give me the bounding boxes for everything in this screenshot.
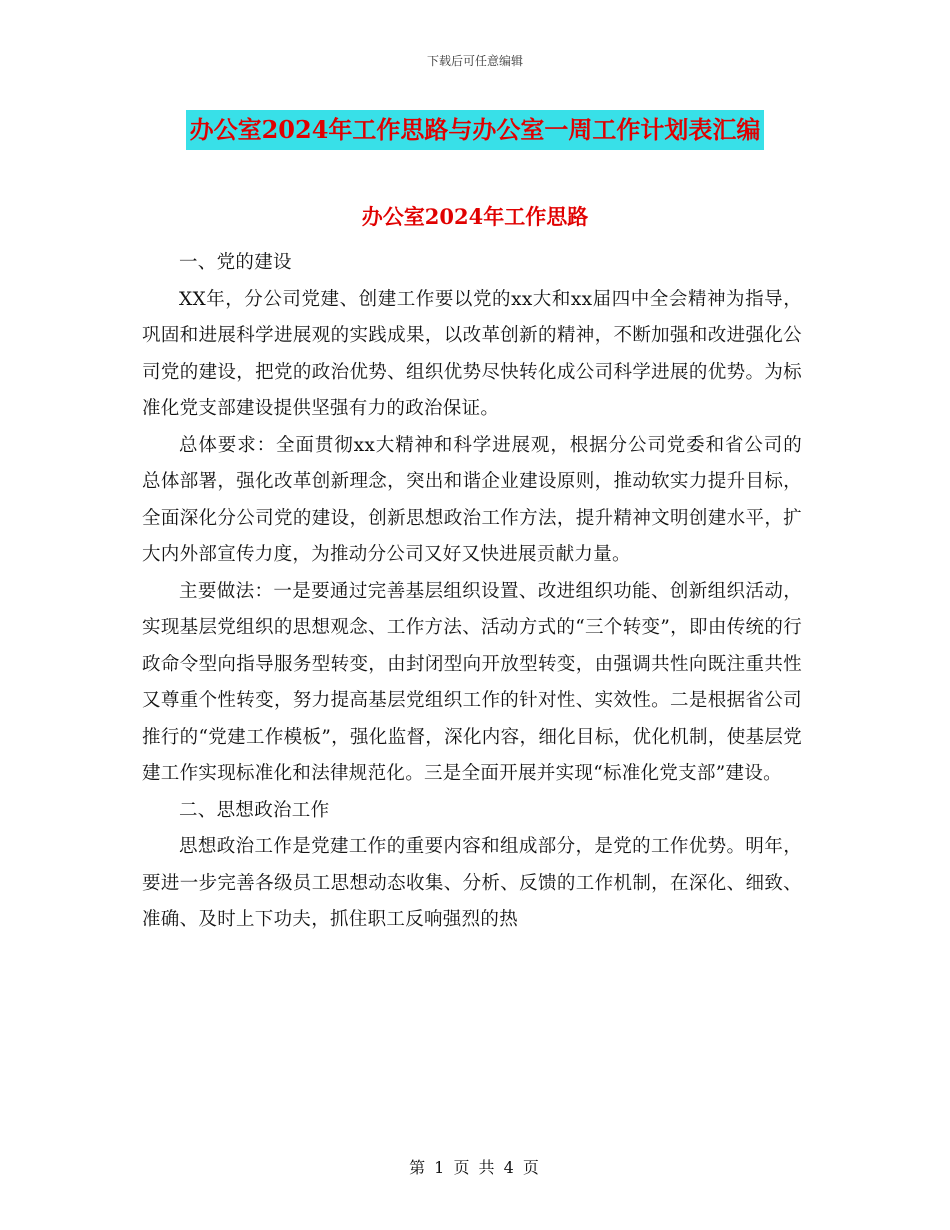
paragraph-main-methods: 主要做法：一是要通过完善基层组织设置、改进组织功能、创新组织活动，实现基层党组织的思想观念、工作方法、活动方式的“三个转变”，即由传统的行政命令型向指导服务型转变，由封闭型向开放型转变，由强调共性向既注重共性又尊重个性转变，努力提高基层党组织工作的针对性、实效性。二是根据省公司推行的“党建工作模板”，强化监督，深化内容，细化目标，优化机制，使基层党建工作实现标准化和法律规范化。三是全面开展并实现“标准化党支部”建设。 [142, 580, 802, 784]
document-title: 办公室2024年工作思路与办公室一周工作计划表汇编 [186, 110, 765, 150]
paragraph-overall-requirements: 总体要求：全面贯彻xx大精神和科学进展观，根据分公司党委和省公司的总体部署，强化改革创新理念，突出和谐企业建设原则，推动软实力提升目标，全面深化分公司党的建设，创新思想政治工作方法，提升精神文明创建水平，扩大内外部宣传力度，为推动分公司又好又快进展贡献力量。 [142, 434, 802, 565]
section-title: 办公室2024年工作思路 [361, 204, 589, 229]
header-note: 下载后可任意编辑 [426, 54, 523, 68]
paragraph-party-building-intro: XX年，分公司党建、创建工作要以党的xx大和xx届四中全会精神为指导，巩固和进展科学进展观的实践成果，以改革创新的精神，不断加强和改进强化公司党的建设，把党的政治优势、组织优势尽快转化成公司科学进展的优势。为标准化党支部建设提供坚强有力的政治保证。 [142, 288, 802, 419]
heading-party-building: 一、党的建设 [179, 252, 292, 273]
heading-ideological-work: 二、思想政治工作 [179, 799, 330, 821]
document-body [142, 245, 802, 939]
paragraph-ideological-work: 思想政治工作是党建工作的重要内容和组成部分，是党的工作优势。明年，要进一步完善各级员工思想动态收集、分析、反馈的工作机制，在深化、细致、准确、及时上下功夫，抓住职工反响强烈的热 [142, 836, 802, 930]
document-title-container [0, 110, 950, 150]
page-number: 第 1 页 共 4 页 [409, 1158, 541, 1177]
